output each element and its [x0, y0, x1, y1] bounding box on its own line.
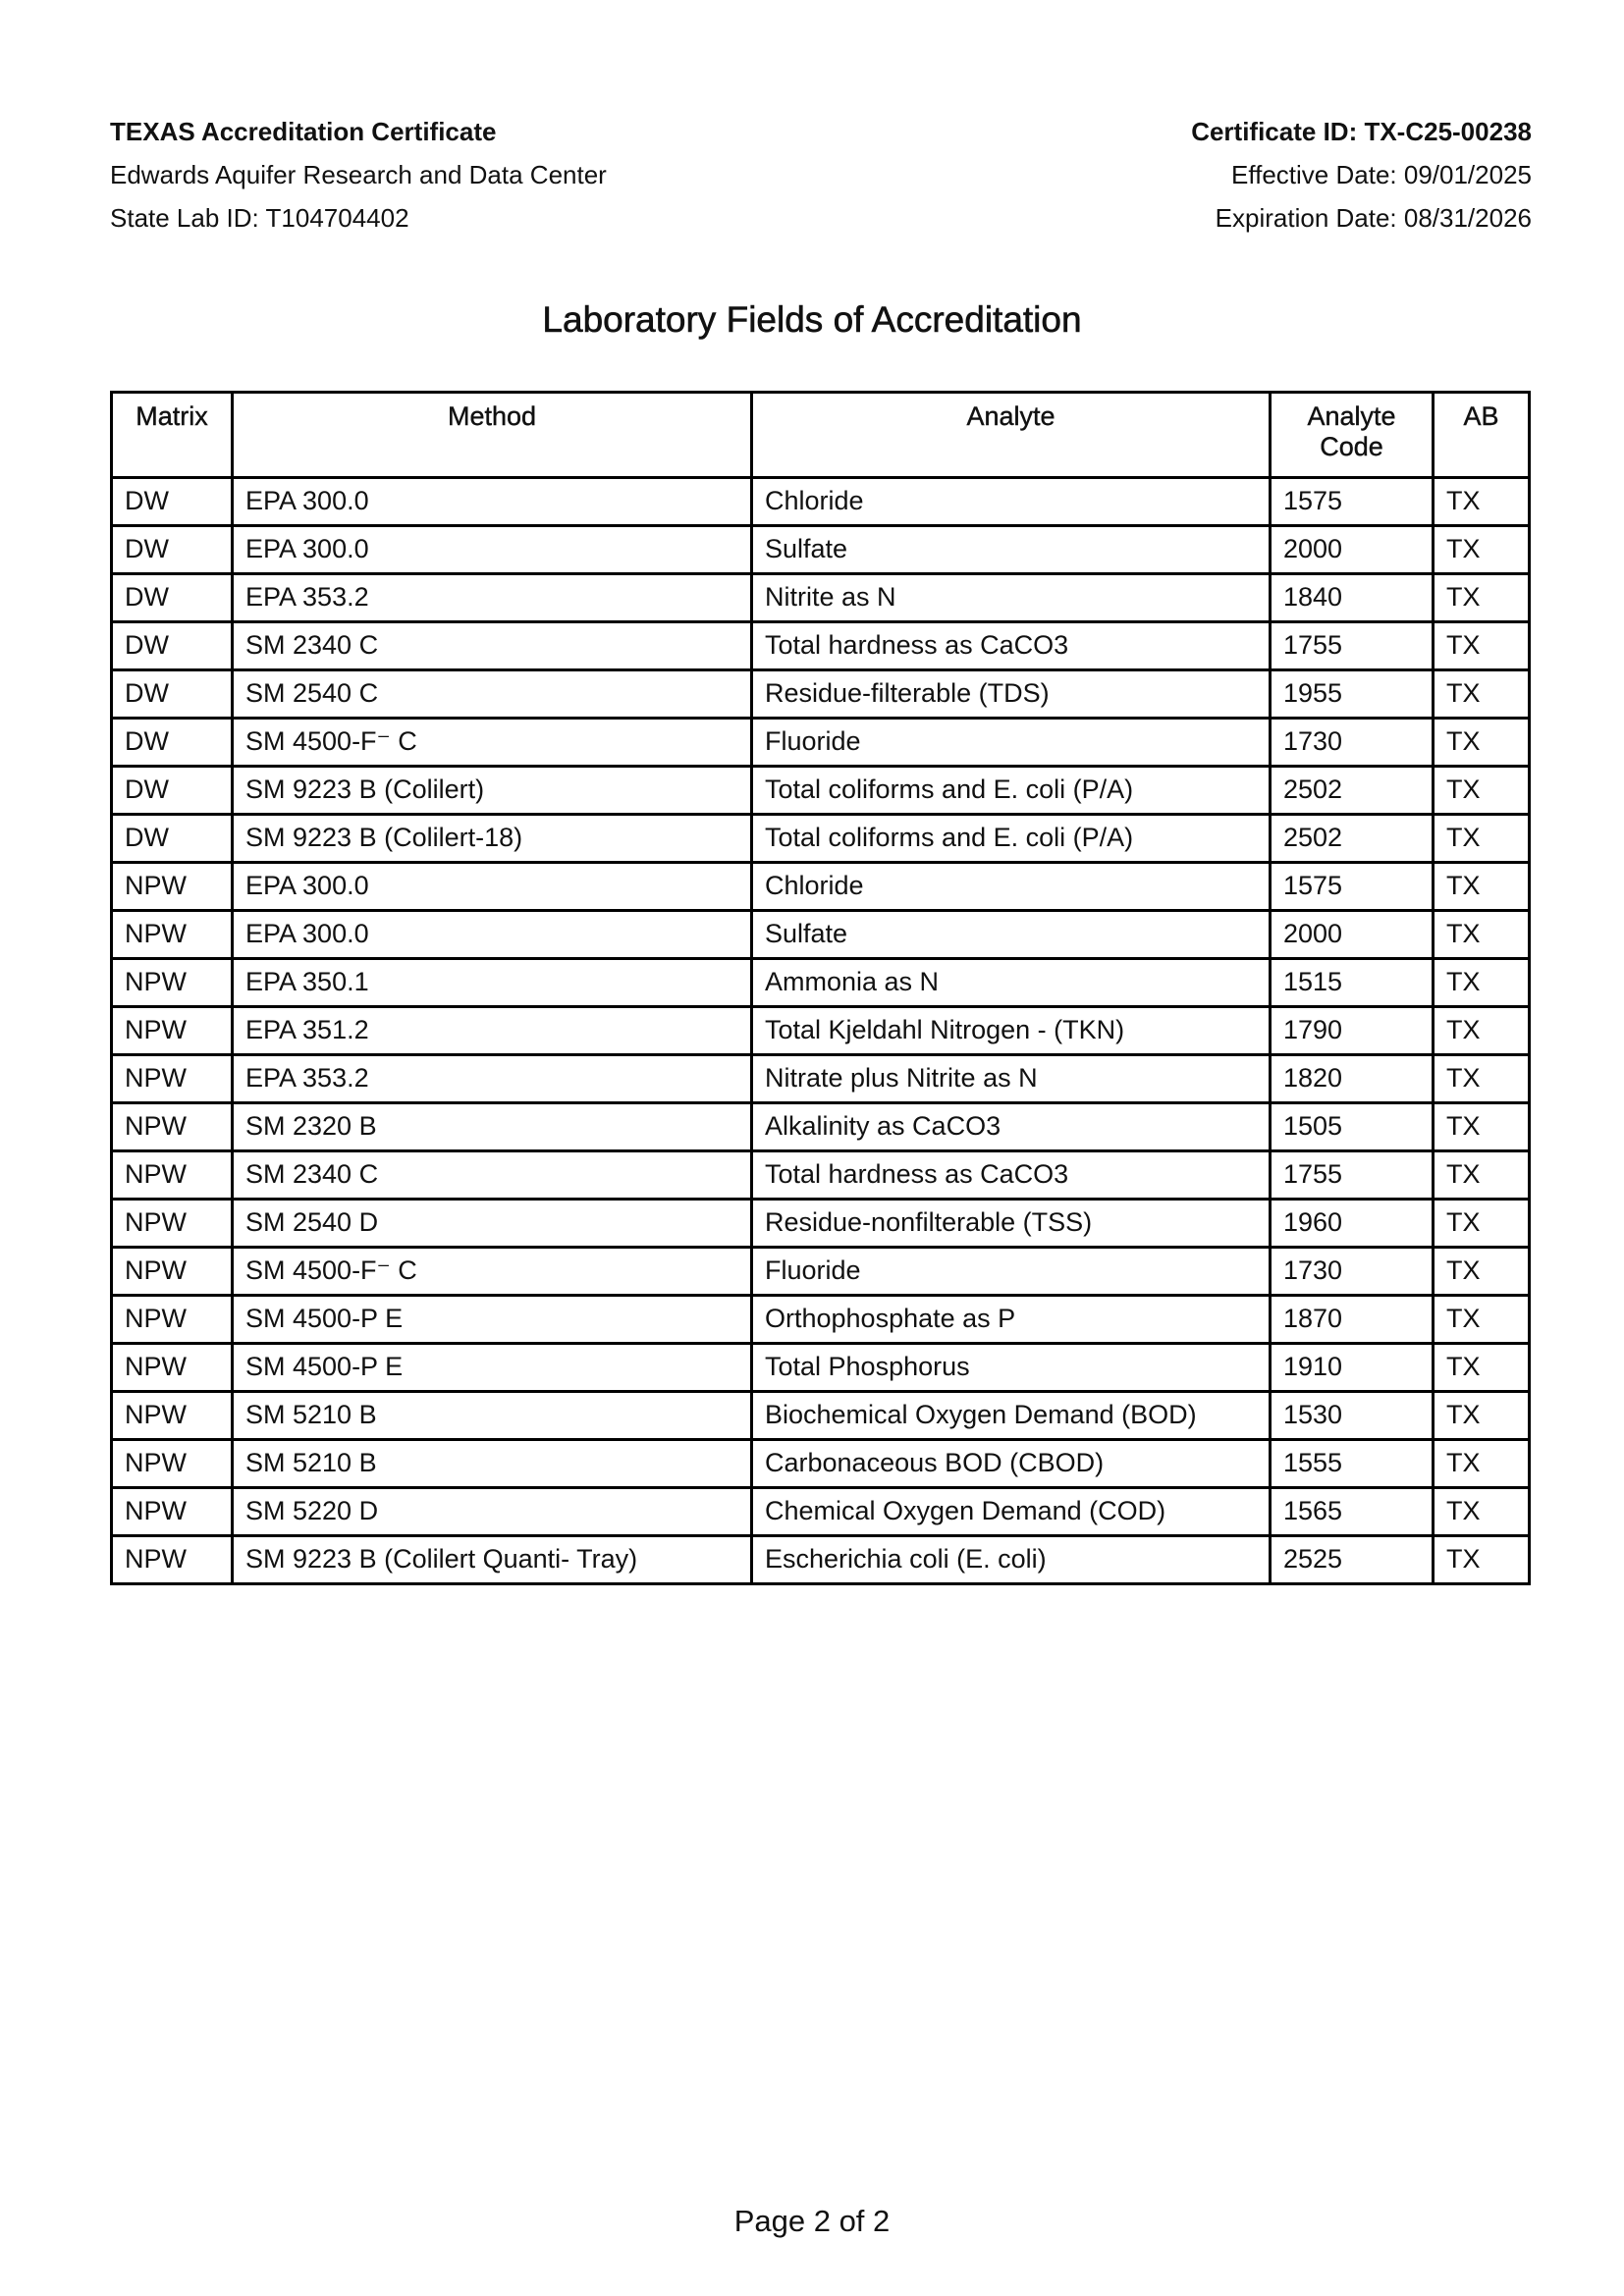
lab-name: Edwards Aquifer Research and Data Center [110, 160, 607, 189]
cell-method: EPA 300.0 [233, 526, 752, 574]
column-header-analyte: Analyte [752, 393, 1271, 478]
cell-analyte: Biochemical Oxygen Demand (BOD) [752, 1392, 1271, 1440]
table-row [112, 1296, 1530, 1344]
cell-method: EPA 300.0 [233, 911, 752, 959]
cell-analyte: Residue-filterable (TDS) [752, 670, 1271, 719]
cell-analyte-code: 1555 [1271, 1440, 1434, 1488]
table-row [112, 1007, 1530, 1055]
cell-ab: TX [1434, 670, 1530, 719]
state-lab-id: State Lab ID: T104704402 [110, 203, 409, 233]
cell-analyte-code: 2000 [1271, 911, 1434, 959]
table-row [112, 670, 1530, 719]
table-row [112, 1488, 1530, 1536]
certificate-id: Certificate ID: TX-C25-00238 [1191, 117, 1532, 146]
effective-date: Effective Date: 09/01/2025 [1231, 160, 1532, 189]
certificate-header-right [1191, 110, 1532, 240]
cell-matrix: DW [112, 767, 233, 815]
cell-matrix: DW [112, 719, 233, 767]
cell-matrix: NPW [112, 1200, 233, 1248]
table-row [112, 1055, 1530, 1103]
cell-analyte: Carbonaceous BOD (CBOD) [752, 1440, 1271, 1488]
cell-analyte-code: 1960 [1271, 1200, 1434, 1248]
cell-method: SM 5210 B [233, 1440, 752, 1488]
cell-analyte-code: 1910 [1271, 1344, 1434, 1392]
cell-analyte-code: 1575 [1271, 478, 1434, 526]
cell-ab: TX [1434, 815, 1530, 863]
cell-analyte: Nitrite as N [752, 574, 1271, 622]
cell-matrix: DW [112, 526, 233, 574]
cell-analyte-code: 1790 [1271, 1007, 1434, 1055]
table-row [112, 1248, 1530, 1296]
cell-analyte: Escherichia coli (E. coli) [752, 1536, 1271, 1584]
table-row [112, 478, 1530, 526]
cell-analyte: Residue-nonfilterable (TSS) [752, 1200, 1271, 1248]
cell-method: SM 4500-P E [233, 1296, 752, 1344]
cell-ab: TX [1434, 1344, 1530, 1392]
cell-ab: TX [1434, 1151, 1530, 1200]
table-row [112, 767, 1530, 815]
cell-method: SM 4500-P E [233, 1344, 752, 1392]
cell-ab: TX [1434, 1536, 1530, 1584]
cell-analyte-code: 1575 [1271, 863, 1434, 911]
cell-method: EPA 351.2 [233, 1007, 752, 1055]
cell-method: SM 9223 B (Colilert) [233, 767, 752, 815]
cell-analyte-code: 2502 [1271, 767, 1434, 815]
cell-ab: TX [1434, 1007, 1530, 1055]
cell-matrix: NPW [112, 1344, 233, 1392]
table-row [112, 1440, 1530, 1488]
table-row [112, 911, 1530, 959]
table-row [112, 1536, 1530, 1584]
cell-matrix: DW [112, 574, 233, 622]
expiration-date: Expiration Date: 08/31/2026 [1215, 203, 1532, 233]
table-row [112, 863, 1530, 911]
cell-analyte: Alkalinity as CaCO3 [752, 1103, 1271, 1151]
column-header-ab: AB [1434, 393, 1530, 478]
cell-matrix: DW [112, 622, 233, 670]
table-row [112, 1344, 1530, 1392]
accreditation-table [110, 391, 1531, 1585]
cell-method: SM 5220 D [233, 1488, 752, 1536]
cell-analyte: Total Phosphorus [752, 1344, 1271, 1392]
cell-analyte-code: 1730 [1271, 1248, 1434, 1296]
table-row [112, 815, 1530, 863]
cell-ab: TX [1434, 959, 1530, 1007]
cell-analyte: Fluoride [752, 1248, 1271, 1296]
cell-ab: TX [1434, 1055, 1530, 1103]
column-header-method: Method [233, 393, 752, 478]
cell-analyte-code: 1755 [1271, 622, 1434, 670]
cell-ab: TX [1434, 863, 1530, 911]
cell-ab: TX [1434, 574, 1530, 622]
cell-matrix: NPW [112, 1055, 233, 1103]
cell-analyte: Ammonia as N [752, 959, 1271, 1007]
cell-analyte-code: 1840 [1271, 574, 1434, 622]
cell-method: EPA 353.2 [233, 1055, 752, 1103]
cell-matrix: NPW [112, 863, 233, 911]
cell-analyte: Fluoride [752, 719, 1271, 767]
cell-ab: TX [1434, 1103, 1530, 1151]
certificate-type: TEXAS Accreditation Certificate [110, 117, 497, 146]
table-row [112, 1392, 1530, 1440]
table-row [112, 1151, 1530, 1200]
cell-analyte-code: 1730 [1271, 719, 1434, 767]
cell-analyte: Chloride [752, 478, 1271, 526]
cell-matrix: NPW [112, 1007, 233, 1055]
cell-method: SM 2340 C [233, 622, 752, 670]
cell-method: EPA 353.2 [233, 574, 752, 622]
cell-method: SM 2320 B [233, 1103, 752, 1151]
cell-matrix: NPW [112, 1248, 233, 1296]
cell-analyte: Total coliforms and E. coli (P/A) [752, 767, 1271, 815]
cell-matrix: NPW [112, 1536, 233, 1584]
cell-analyte-code: 2000 [1271, 526, 1434, 574]
cell-method: SM 5210 B [233, 1392, 752, 1440]
table-body [112, 478, 1530, 1584]
cell-ab: TX [1434, 478, 1530, 526]
cell-matrix: DW [112, 815, 233, 863]
cell-analyte-code: 1530 [1271, 1392, 1434, 1440]
cell-matrix: DW [112, 478, 233, 526]
cell-analyte: Sulfate [752, 911, 1271, 959]
column-header-analyte-code: Analyte Code [1271, 393, 1434, 478]
cell-analyte-code: 1515 [1271, 959, 1434, 1007]
cell-method: SM 2340 C [233, 1151, 752, 1200]
cell-analyte: Nitrate plus Nitrite as N [752, 1055, 1271, 1103]
table-row [112, 574, 1530, 622]
cell-ab: TX [1434, 719, 1530, 767]
cell-method: SM 4500-F⁻ C [233, 719, 752, 767]
table-row [112, 959, 1530, 1007]
cell-analyte-code: 1820 [1271, 1055, 1434, 1103]
column-header-matrix: Matrix [112, 393, 233, 478]
cell-matrix: NPW [112, 1151, 233, 1200]
cell-analyte: Chloride [752, 863, 1271, 911]
cell-ab: TX [1434, 526, 1530, 574]
cell-matrix: NPW [112, 1392, 233, 1440]
certificate-header-left [110, 110, 607, 240]
table-row [112, 719, 1530, 767]
cell-matrix: NPW [112, 1296, 233, 1344]
cell-analyte: Sulfate [752, 526, 1271, 574]
cell-method: EPA 350.1 [233, 959, 752, 1007]
cell-ab: TX [1434, 767, 1530, 815]
cell-matrix: NPW [112, 1103, 233, 1151]
cell-analyte: Chemical Oxygen Demand (COD) [752, 1488, 1271, 1536]
table-row [112, 1103, 1530, 1151]
cell-method: EPA 300.0 [233, 863, 752, 911]
cell-analyte-code: 2525 [1271, 1536, 1434, 1584]
cell-analyte: Total coliforms and E. coli (P/A) [752, 815, 1271, 863]
cell-matrix: NPW [112, 1440, 233, 1488]
cell-ab: TX [1434, 911, 1530, 959]
table-row [112, 1200, 1530, 1248]
cell-method: EPA 300.0 [233, 478, 752, 526]
cell-method: SM 4500-F⁻ C [233, 1248, 752, 1296]
cell-analyte-code: 1755 [1271, 1151, 1434, 1200]
table-row [112, 526, 1530, 574]
cell-matrix: NPW [112, 911, 233, 959]
page-title: Laboratory Fields of Accreditation [542, 299, 1082, 340]
cell-ab: TX [1434, 1392, 1530, 1440]
cell-method: SM 2540 D [233, 1200, 752, 1248]
table-row [112, 622, 1530, 670]
cell-method: SM 9223 B (Colilert Quanti- Tray) [233, 1536, 752, 1584]
cell-matrix: NPW [112, 1488, 233, 1536]
table-header-row [112, 393, 1530, 478]
cell-ab: TX [1434, 1296, 1530, 1344]
cell-analyte-code: 1505 [1271, 1103, 1434, 1151]
cell-analyte: Orthophosphate as P [752, 1296, 1271, 1344]
cell-matrix: DW [112, 670, 233, 719]
cell-analyte-code: 2502 [1271, 815, 1434, 863]
cell-ab: TX [1434, 622, 1530, 670]
page-number: Page 2 of 2 [733, 2204, 891, 2238]
cell-ab: TX [1434, 1200, 1530, 1248]
cell-analyte-code: 1955 [1271, 670, 1434, 719]
cell-method: SM 9223 B (Colilert-18) [233, 815, 752, 863]
cell-analyte-code: 1870 [1271, 1296, 1434, 1344]
cell-ab: TX [1434, 1248, 1530, 1296]
cell-ab: TX [1434, 1440, 1530, 1488]
cell-matrix: NPW [112, 959, 233, 1007]
cell-method: SM 2540 C [233, 670, 752, 719]
cell-analyte: Total hardness as CaCO3 [752, 622, 1271, 670]
cell-analyte-code: 1565 [1271, 1488, 1434, 1536]
cell-ab: TX [1434, 1488, 1530, 1536]
cell-analyte: Total Kjeldahl Nitrogen - (TKN) [752, 1007, 1271, 1055]
cell-analyte: Total hardness as CaCO3 [752, 1151, 1271, 1200]
